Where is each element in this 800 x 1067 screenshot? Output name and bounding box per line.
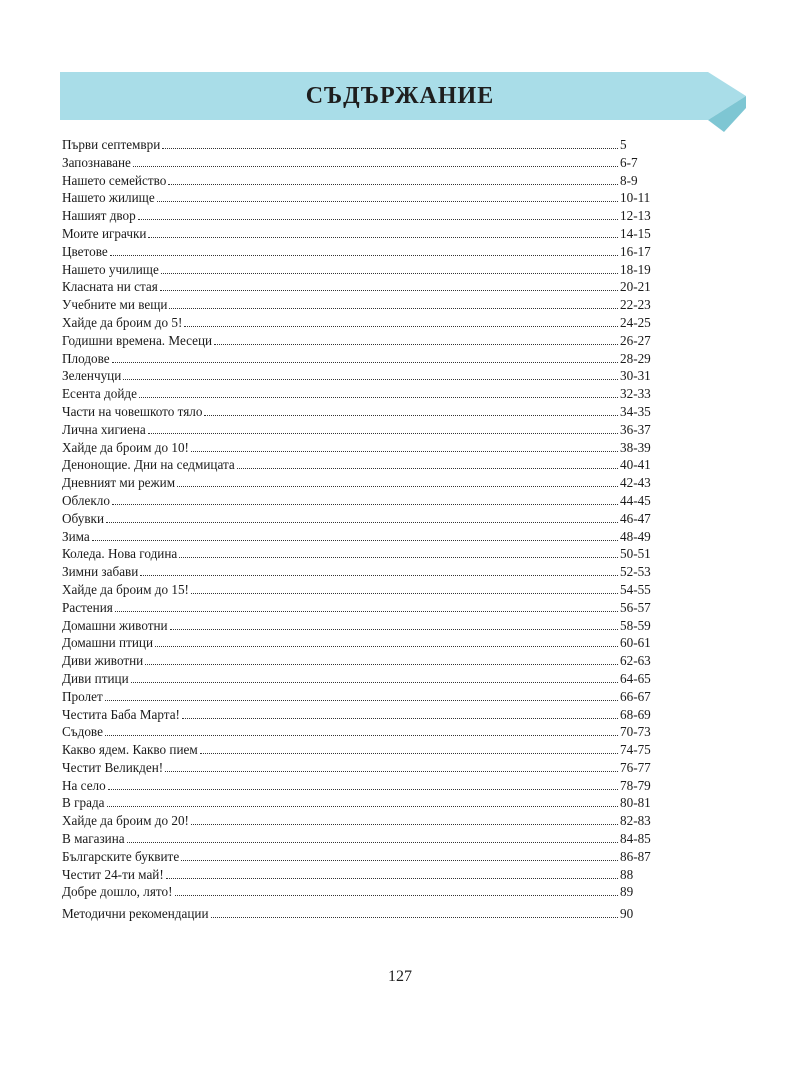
- dot-leader: [177, 486, 618, 487]
- toc-entry[interactable]: [62, 403, 682, 421]
- dot-leader: [165, 771, 618, 772]
- toc-entry-page: 36-37: [620, 421, 651, 437]
- toc-entry-title: В града: [62, 795, 105, 811]
- toc-entry-page: 10-11: [620, 190, 651, 206]
- toc-entry-title: Нашето училище: [62, 261, 159, 277]
- toc-entry-title: Домашни птици: [62, 635, 154, 651]
- toc-entry-page: 6-7: [620, 154, 638, 170]
- toc-entry-title: Домашни животни: [62, 617, 168, 633]
- dot-leader: [112, 362, 618, 363]
- dot-leader: [161, 273, 618, 274]
- toc-entry[interactable]: [62, 367, 682, 385]
- toc-entry[interactable]: [62, 172, 682, 190]
- toc-entry-page: 84-85: [620, 831, 651, 847]
- toc-entry-page: 22-23: [620, 297, 651, 313]
- toc-entry-page: 40-41: [620, 457, 651, 473]
- toc-entry[interactable]: [62, 136, 682, 154]
- toc-entry[interactable]: [62, 350, 682, 368]
- toc-entry-page: 30-31: [620, 368, 651, 384]
- toc-entry-title: Хайде да броим до 15!: [62, 581, 189, 597]
- dot-leader: [182, 718, 618, 719]
- toc-entry-page: 28-29: [620, 350, 651, 366]
- dot-leader: [155, 646, 618, 647]
- dot-leader: [162, 148, 618, 149]
- toc-entry[interactable]: [62, 581, 682, 599]
- toc-entry-page: 89: [620, 884, 634, 900]
- toc-entry[interactable]: [62, 492, 682, 510]
- toc-entry[interactable]: [62, 261, 682, 279]
- toc-entry-title: Части на човешкото тяло: [62, 403, 203, 419]
- toc-entry-title: Запознаване: [62, 154, 131, 170]
- toc-entry[interactable]: [62, 617, 682, 635]
- toc-entry-title: В магазина: [62, 831, 125, 847]
- dot-leader: [157, 201, 618, 202]
- dot-leader: [110, 255, 618, 256]
- dot-leader: [105, 700, 618, 701]
- toc-entry-page: 56-57: [620, 599, 651, 615]
- toc-entry-page: 64-65: [620, 670, 651, 686]
- toc-entry-title: Зима: [62, 528, 90, 544]
- toc-entry[interactable]: [62, 652, 682, 670]
- dot-leader: [191, 593, 618, 594]
- page-number: 127: [388, 968, 412, 985]
- dot-leader: [145, 664, 618, 665]
- toc-entry[interactable]: [62, 794, 682, 812]
- toc-entry-title: Хайде да броим до 20!: [62, 813, 189, 829]
- toc-entry-page: 66-67: [620, 688, 651, 704]
- toc-entry-page: 48-49: [620, 528, 651, 544]
- toc-entry[interactable]: [62, 474, 682, 492]
- toc-entry-page: 24-25: [620, 314, 651, 330]
- toc-entry-page: 5: [620, 137, 627, 152]
- toc-entry-title: Методични рекомендации: [62, 906, 209, 922]
- toc-entry[interactable]: [62, 706, 682, 724]
- toc-entry-page: 20-21: [620, 279, 651, 295]
- toc-entry[interactable]: [62, 759, 682, 777]
- dot-leader: [179, 557, 618, 558]
- toc-entry[interactable]: [62, 528, 682, 546]
- dot-leader: [115, 611, 618, 612]
- toc-entry-page: 74-75: [620, 742, 651, 758]
- toc-entry-page: 62-63: [620, 653, 651, 669]
- header-banner: [60, 72, 746, 144]
- toc-entry[interactable]: [62, 154, 682, 172]
- dot-leader: [169, 308, 618, 309]
- toc-entry[interactable]: [62, 670, 682, 688]
- toc-entry[interactable]: [62, 207, 682, 225]
- toc-entry[interactable]: [62, 243, 682, 261]
- toc-entry-title: Лична хигиена: [62, 421, 146, 437]
- toc-entry-page: 78-79: [620, 777, 651, 793]
- toc-entry-page: 18-19: [620, 261, 651, 277]
- toc-entry[interactable]: [62, 830, 682, 848]
- toc-entry-page: 70-73: [620, 724, 651, 740]
- toc-entry-page: 12-13: [620, 208, 651, 224]
- toc-entry[interactable]: [62, 385, 682, 403]
- toc-entry-title: Зимни забави: [62, 564, 139, 580]
- toc-entry[interactable]: [62, 563, 682, 581]
- dot-leader: [181, 860, 618, 861]
- toc-entry-title: Коледа. Нова година: [62, 546, 178, 562]
- dot-leader: [237, 468, 618, 469]
- toc-entry[interactable]: [62, 741, 682, 759]
- toc-entry-title: Диви животни: [62, 653, 144, 669]
- toc-entry-page: 76-77: [620, 759, 651, 775]
- toc-entry[interactable]: [62, 723, 682, 741]
- toc-entry-title: Честит 24-ти май!: [62, 866, 164, 882]
- toc-entry-title: Честит Великден!: [62, 759, 164, 775]
- toc-entry-title: Какво ядем. Какво пием: [62, 742, 198, 758]
- toc-entry-page: 88: [620, 866, 634, 882]
- dot-leader: [148, 433, 618, 434]
- dot-leader: [105, 735, 618, 736]
- toc-entry-title: Растения: [62, 599, 113, 615]
- toc-entry-title: На село: [62, 777, 106, 793]
- toc-entry-title: Зеленчуци: [62, 368, 122, 384]
- toc-entry-title: Облекло: [62, 492, 110, 508]
- dot-leader: [139, 397, 618, 398]
- toc-entry[interactable]: [62, 332, 682, 350]
- toc-entry[interactable]: [62, 421, 682, 439]
- toc-entry-title: Българските буквите: [62, 848, 180, 864]
- dot-leader: [131, 682, 618, 683]
- toc-entry-title: Съдове: [62, 724, 103, 740]
- toc-entry[interactable]: [62, 688, 682, 706]
- dot-leader: [123, 379, 618, 380]
- dot-leader: [127, 842, 618, 843]
- toc-entry-page: 68-69: [620, 706, 651, 722]
- dot-leader: [166, 878, 618, 879]
- toc-entry-title: Учебните ми вещи: [62, 297, 168, 313]
- dot-leader: [92, 540, 618, 541]
- toc-entry-page: 16-17: [620, 243, 651, 259]
- dot-leader: [138, 219, 618, 220]
- toc-entry-page: 50-51: [620, 546, 651, 562]
- toc-entry[interactable]: [62, 634, 682, 652]
- toc-entry-title: Нашето жилище: [62, 190, 155, 206]
- toc-entry-title: Добре дошло, лято!: [62, 884, 173, 900]
- toc-entry-title: Нашият двор: [62, 208, 136, 224]
- toc-entry[interactable]: [62, 225, 682, 243]
- toc-entry-title: Есента дойде: [62, 386, 137, 402]
- toc-entry[interactable]: [62, 296, 682, 314]
- toc-entry-page: 26-27: [620, 332, 651, 348]
- toc-entry[interactable]: [62, 314, 682, 332]
- toc-entry[interactable]: [62, 278, 682, 296]
- toc-entry[interactable]: [62, 510, 682, 528]
- toc-entry-title: Честита Баба Марта!: [62, 706, 180, 722]
- toc-entry[interactable]: [62, 812, 682, 830]
- toc-entry[interactable]: [62, 866, 682, 884]
- dot-leader: [211, 917, 618, 918]
- dot-leader: [191, 451, 618, 452]
- toc-entry[interactable]: [62, 545, 682, 563]
- toc-entry-title: Хайде да броим до 5!: [62, 314, 183, 330]
- toc-entry[interactable]: [62, 905, 682, 923]
- toc-entry-title: Годишни времена. Месеци: [62, 332, 213, 348]
- dot-leader: [112, 504, 618, 505]
- toc-entry-page: 80-81: [620, 795, 651, 811]
- toc-entry-page: 32-33: [620, 386, 651, 402]
- dot-leader: [204, 415, 618, 416]
- toc-entry-title: Класната ни стая: [62, 279, 158, 295]
- toc-entry[interactable]: [62, 439, 682, 457]
- toc-entry-title: Диви птици: [62, 670, 129, 686]
- toc-entry-page: 82-83: [620, 813, 651, 829]
- toc-entry-page: 86-87: [620, 848, 651, 864]
- toc-entry[interactable]: [62, 456, 682, 474]
- toc-entry-page: 44-45: [620, 492, 651, 508]
- dot-leader: [170, 629, 618, 630]
- dot-leader: [133, 166, 618, 167]
- toc-entry-page: 52-53: [620, 564, 651, 580]
- toc-entry[interactable]: [62, 189, 682, 207]
- dot-leader: [200, 753, 618, 754]
- toc-entry-title: Плодове: [62, 350, 110, 366]
- toc-entry-page: 54-55: [620, 581, 651, 597]
- dot-leader: [140, 575, 618, 576]
- dot-leader: [175, 895, 619, 896]
- toc-entry-title: Моите играчки: [62, 225, 147, 241]
- toc-entry[interactable]: [62, 777, 682, 795]
- dot-leader: [148, 237, 618, 238]
- toc-entry-title: Дневният ми режим: [62, 475, 176, 491]
- dot-leader: [191, 824, 618, 825]
- toc-entry-title: Първи септември: [62, 137, 161, 152]
- dot-leader: [160, 290, 618, 291]
- toc-entry-title: Цветове: [62, 243, 108, 259]
- toc-entry-page: 14-15: [620, 225, 651, 241]
- toc-entry[interactable]: [62, 848, 682, 866]
- dot-leader: [107, 806, 618, 807]
- table-of-contents: [62, 136, 682, 923]
- dot-leader: [184, 326, 618, 327]
- dot-leader: [106, 522, 618, 523]
- dot-leader: [108, 789, 618, 790]
- toc-entry-title: Обувки: [62, 510, 105, 526]
- toc-entry-title: Денонощие. Дни на седмицата: [62, 457, 235, 473]
- toc-entry-title: Хайде да броим до 10!: [62, 439, 189, 455]
- toc-entry-page: 34-35: [620, 403, 651, 419]
- toc-entry-page: 46-47: [620, 510, 651, 526]
- toc-entry-title: Нашето семейство: [62, 172, 167, 188]
- toc-entry-page: 58-59: [620, 617, 651, 633]
- toc-entry-page: 38-39: [620, 439, 651, 455]
- toc-entry[interactable]: [62, 883, 682, 901]
- toc-entry-page: 42-43: [620, 475, 651, 491]
- page-title: СЪДЪРЖАНИЕ: [305, 83, 495, 109]
- toc-entry-page: 60-61: [620, 635, 651, 651]
- dot-leader: [214, 344, 618, 345]
- toc-entry-page: 90: [620, 906, 634, 922]
- dot-leader: [168, 184, 618, 185]
- toc-entry-title: Пролет: [62, 688, 103, 704]
- toc-entry-page: 8-9: [620, 172, 638, 188]
- toc-entry[interactable]: [62, 599, 682, 617]
